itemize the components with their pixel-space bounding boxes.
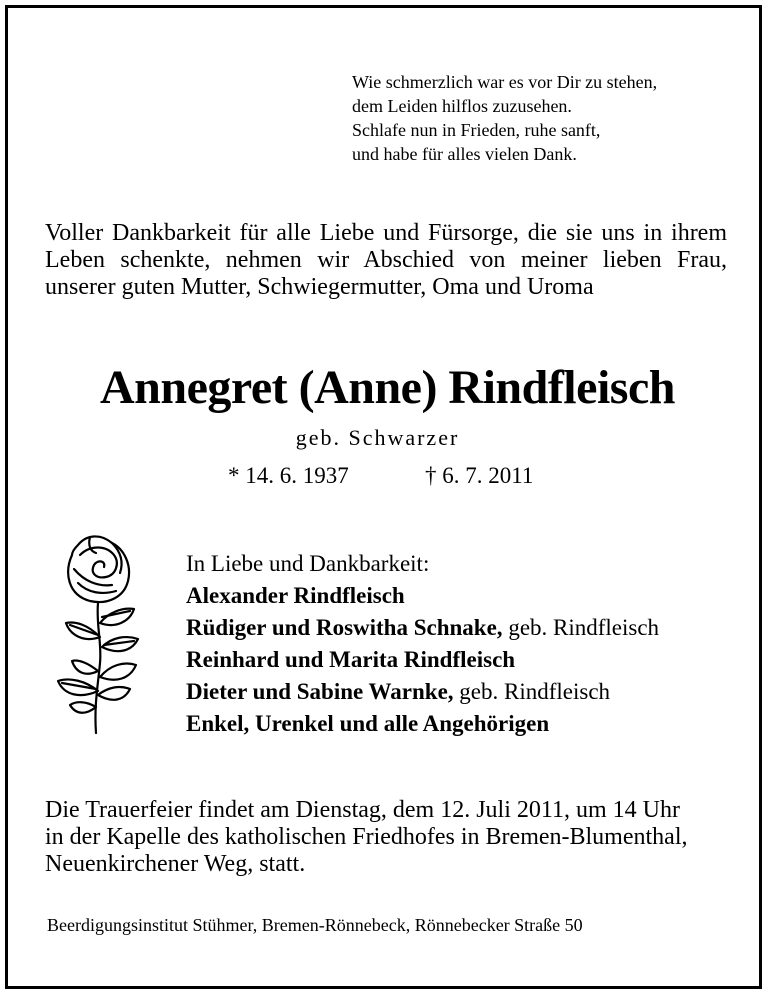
mourner-row xyxy=(186,580,659,612)
mourner-name: Rüdiger und Roswitha Schnake, xyxy=(186,615,503,640)
service-line: Die Trauerfeier findet am Dienstag, dem 12. Juli 2011, um 14 Uhr xyxy=(45,797,680,823)
mourner-note: geb. Rindfleisch xyxy=(508,615,660,640)
mourner-name: Reinhard und Marita Rindfleisch xyxy=(186,647,516,672)
funeral-home: Beerdigungsinstitut Stühmer, Bremen-Rönnebeck, Rönnebecker Straße 50 xyxy=(47,915,583,935)
poem-line: und habe für alles vielen Dank. xyxy=(352,144,577,164)
mourners xyxy=(186,548,659,740)
intro-text: Voller Dankbarkeit für alle Liebe und Fürsorge, die sie uns in ihrem Leben schenkte, nehmen wir Abschied von meiner lieben Frau, unserer guten Mutter, Schwiegermutter, Oma und Uroma xyxy=(45,220,727,300)
poem xyxy=(352,70,657,166)
poem-line: Wie schmerzlich war es vor Dir zu stehen, xyxy=(352,72,658,92)
mourner-name: Alexander Rindfleisch xyxy=(186,583,405,608)
service-line: in der Kapelle des katholischen Friedhofes in Bremen-Blumenthal, xyxy=(45,824,688,850)
mourners-heading: In Liebe und Dankbarkeit: xyxy=(186,551,430,576)
mourner-row xyxy=(186,644,659,676)
mourner-row xyxy=(186,708,659,740)
mourner-name: Enkel, Urenkel und alle Angehörigen xyxy=(186,711,550,736)
mourner-row xyxy=(186,676,659,708)
rose-icon xyxy=(50,525,158,740)
mourner-name: Dieter und Sabine Warnke, xyxy=(186,679,454,704)
mourner-row xyxy=(186,612,659,644)
death-date: † 6. 7. 2011 xyxy=(425,463,534,488)
poem-line: dem Leiden hilflos zuzusehen. xyxy=(352,96,572,116)
birth-date: * 14. 6. 1937 xyxy=(228,463,349,488)
service-line: Neuenkirchener Weg, statt. xyxy=(45,851,306,877)
maiden-name: geb. Schwarzer xyxy=(295,425,460,450)
service-info xyxy=(45,797,727,878)
mourner-note: geb. Rindfleisch xyxy=(459,679,611,704)
deceased-name: Annegret (Anne) Rindfleisch xyxy=(100,361,675,414)
poem-line: Schlafe nun in Frieden, ruhe sanft, xyxy=(352,120,601,140)
